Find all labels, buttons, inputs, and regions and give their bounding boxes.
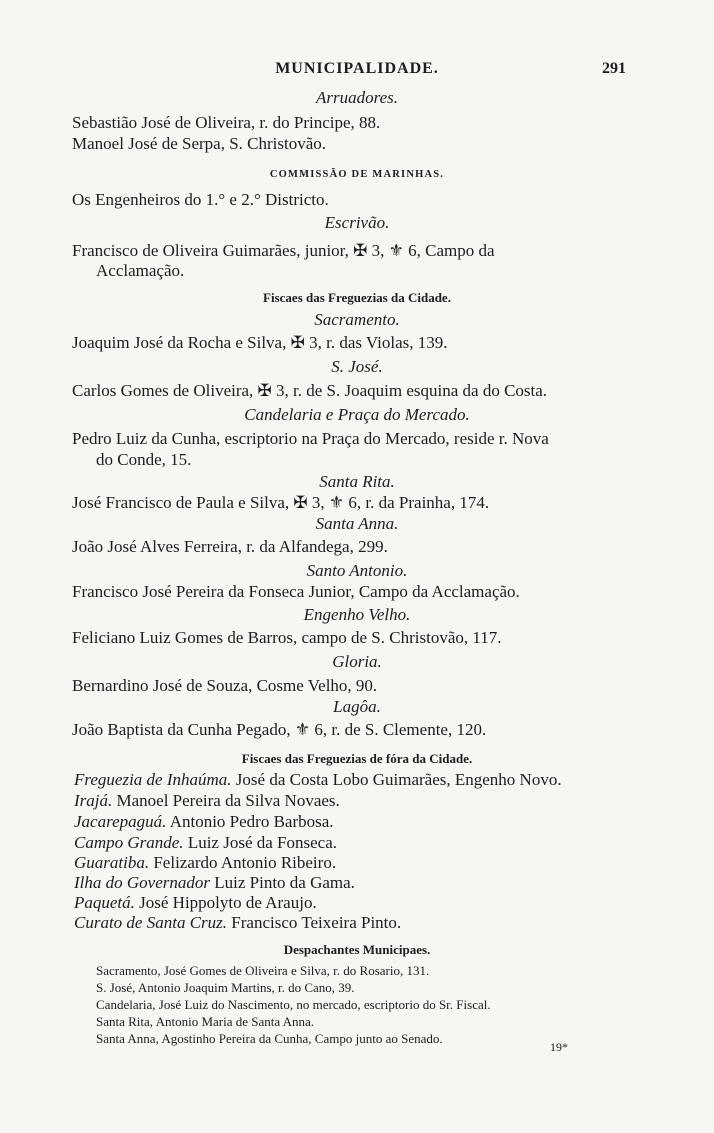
- page-header-title: MUNICIPALIDADE.: [275, 60, 439, 77]
- entry-engenho-velho: Feliciano Luiz Gomes de Barros, campo de S. Christovão, 117.: [72, 628, 502, 647]
- fora-place: Paquetá.: [74, 893, 135, 912]
- fora-name: Antonio Pedro Barbosa.: [169, 812, 334, 831]
- fora-place: Jacarepaguá.: [74, 812, 167, 831]
- despachante-item: Candelaria, José Luiz do Nascimento, no mercado, escriptorio do Sr. Fiscal.: [96, 997, 491, 1012]
- fora-name: Felizardo Antonio Ribeiro.: [153, 853, 337, 872]
- fora-item: [74, 853, 336, 873]
- fora-name: Francisco Teixeira Pinto.: [231, 913, 402, 932]
- subheading-santoantonio: Santo Antonio.: [306, 561, 408, 580]
- subheading-candelaria: Candelaria e Praça do Mercado.: [244, 405, 470, 424]
- fora-name: José Hippolyto de Araujo.: [139, 893, 317, 912]
- entry-santarita: José Francisco de Paula e Silva, ✠ 3, ⚜ 6, r. da Prainha, 174.: [72, 493, 490, 512]
- fora-item: [74, 873, 355, 893]
- fora-place: Ilha do Governador: [74, 873, 210, 892]
- despachante-item: S. José, Antonio Joaquim Martins, r. do Cano, 39.: [96, 980, 355, 995]
- despachante-item: Santa Anna, Agostinho Pereira da Cunha, Campo junto ao Senado.: [96, 1031, 443, 1046]
- fora-name: Manoel Pereira da Silva Novaes.: [116, 791, 340, 810]
- despachante-item: Santa Rita, Antonio Maria de Santa Anna.: [96, 1014, 315, 1029]
- despachante-item: Sacramento, José Gomes de Oliveira e Silva, r. do Rosario, 131.: [96, 963, 430, 978]
- fora-name: Luiz Pinto da Gama.: [214, 873, 355, 892]
- fora-item: [74, 791, 340, 811]
- fora-place: Irajá.: [74, 791, 113, 810]
- fora-name: José da Costa Lobo Guimarães, Engenho Novo.: [235, 770, 562, 789]
- entry-escrivao-line2: Acclamação.: [96, 261, 185, 280]
- subheading-sjose: S. José.: [331, 357, 383, 376]
- fora-name: Luiz José da Fonseca.: [187, 833, 337, 852]
- subheading-lagoa: Lagôa.: [333, 697, 381, 716]
- entry-commissao: Os Engenheiros do 1.° e 2.° Districto.: [72, 190, 329, 209]
- entry-candelaria-line2: do Conde, 15.: [96, 450, 192, 469]
- fora-item: [74, 812, 334, 832]
- fora-item: [74, 913, 401, 933]
- entry-arruador-2: Manoel José de Serpa, S. Christovão.: [72, 134, 327, 153]
- section-heading-fiscaes-cidade: Fiscaes das Freguezias da Cidade.: [263, 290, 451, 305]
- fora-item: [74, 770, 562, 790]
- subheading-santaanna: Santa Anna.: [315, 514, 399, 533]
- fora-item: [74, 893, 317, 913]
- fora-item: [74, 833, 337, 853]
- subheading-engenho-velho: Engenho Velho.: [303, 605, 411, 624]
- subheading-santarita: Santa Rita.: [319, 472, 395, 491]
- entry-sjose: Carlos Gomes de Oliveira, ✠ 3, r. de S. Joaquim esquina da do Costa.: [72, 381, 548, 400]
- fora-place: Freguezia de Inhaúma.: [74, 770, 232, 789]
- entry-santoantonio: Francisco José Pereira da Fonseca Junior, Campo da Acclamação.: [72, 582, 520, 601]
- entry-gloria: Bernardino José de Souza, Cosme Velho, 90.: [72, 676, 378, 695]
- fora-place: Campo Grande.: [74, 833, 184, 852]
- section-heading-fiscaes-fora: Fiscaes das Freguezias de fóra da Cidade.: [241, 751, 473, 766]
- section-heading-arruadores: Arruadores.: [315, 88, 398, 107]
- subheading-gloria: Gloria.: [332, 652, 382, 671]
- section-heading-commissao: COMMISSÃO DE MARINHAS.: [269, 169, 445, 180]
- entry-sacramento: Joaquim José da Rocha e Silva, ✠ 3, r. das Violas, 139.: [72, 333, 448, 352]
- fora-place: Curato de Santa Cruz.: [74, 913, 228, 932]
- section-heading-escrivao: Escrivão.: [324, 213, 390, 232]
- section-heading-despachantes: Despachantes Municipaes.: [283, 942, 431, 957]
- entry-candelaria-line1: Pedro Luiz da Cunha, escriptorio na Praça do Mercado, reside r. Nova: [72, 429, 549, 448]
- subheading-sacramento: Sacramento.: [314, 310, 400, 329]
- printer-signature-mark: 19*: [550, 1040, 568, 1054]
- entry-escrivao-line1: Francisco de Oliveira Guimarães, junior, ✠ 3, ⚜ 6, Campo da: [72, 241, 495, 260]
- entry-lagoa: João Baptista da Cunha Pegado, ⚜ 6, r. de S. Clemente, 120.: [72, 720, 487, 739]
- entry-arruador-1: Sebastião José de Oliveira, r. do Principe, 88.: [72, 113, 381, 132]
- page-number: 291: [602, 60, 626, 77]
- entry-santaanna: João José Alves Ferreira, r. da Alfandega, 299.: [72, 537, 388, 556]
- fora-place: Guaratiba.: [74, 853, 150, 872]
